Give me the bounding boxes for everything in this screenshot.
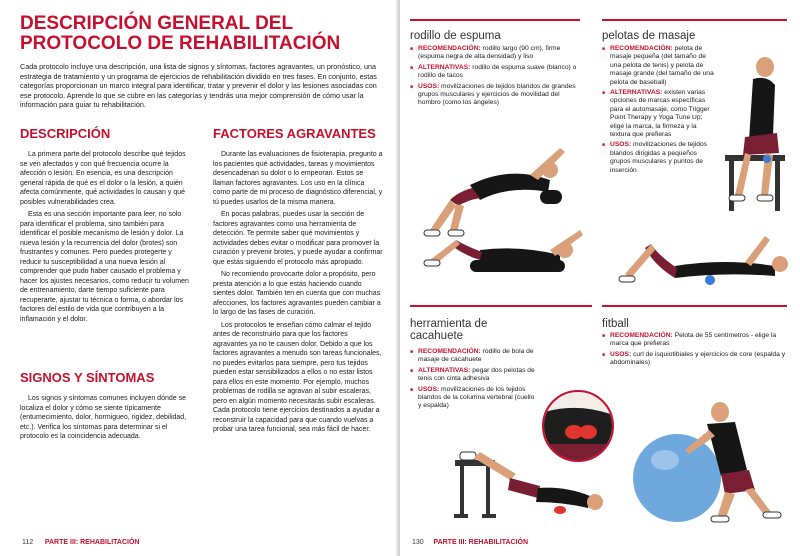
- right-page: [400, 0, 800, 556]
- page-title: DESCRIPCIÓN GENERAL DEL PROTOCOLO DE REHABILITACIÓN: [20, 13, 341, 54]
- list-item: ■ RECOMENDACIÓN: rodillo de bola de masaje de cacahuete: [410, 348, 535, 365]
- signos-body: [20, 394, 192, 445]
- running-footer: PARTE III: REHABILITACIÓN: [433, 539, 529, 546]
- signos-p1: Los signos y síntomas comunes incluyen dónde se localiza el dolor y cómo se siente típicamente (entumecimiento, dolor, hormigueo, rigidez, debilidad, etc.). Verifica los síntomas para determinar si el protocolo es la coincidencia adecuada.: [20, 395, 187, 440]
- list-item: ■ USOS: movilizaciones de tejidos blandos de grandes grupos musculares y ejercicios de movilidad del hombro (como los ángeles): [410, 83, 580, 108]
- list-item: ■ RECOMENDACIÓN: Pelota de 55 centímetros - elige la marca que prefieras: [602, 332, 792, 349]
- folio-left: [22, 539, 139, 546]
- list-item: ■ USOS: movilizaciones de tejidos blandos dirigidas a pequeños grupos musculares y puntos de inserción: [602, 141, 714, 175]
- descripcion-p2: Esta es una sección importante para leer, no solo para identificar el problema, sino también para identificar el posible mecanismo de lesión y dolor. La nueva lesión y la recurrencia del dolor (brotes) son frustrantes y comunes. Pero puedes protegerte y reducir tu susceptibilidad a una nueva lesión al comprender qué pudo haber causado el problema y hacer los ajustes necesarios, como reducir tu volumen de entrenamiento, darte tiempo suficiente para recuperarte, ajustar tu técnica o forma, o abordar los factores del estilo de vida que contribuyen a la inflamación y el dolor.: [20, 211, 189, 323]
- descripcion-body: [20, 150, 192, 327]
- fitball-photo: [625, 390, 795, 525]
- list-item: ■ USOS: curl de isquiotibiales y ejercicios de core (espalda y abdominales): [602, 351, 792, 368]
- heading-pelotas: pelotas de masaje: [602, 30, 696, 42]
- list-item: ■ USOS: movilizaciones de los tejidos blandos de la columna vertebral (cuello y espalda): [410, 386, 535, 411]
- heading-descripcion: DESCRIPCIÓN: [20, 126, 111, 141]
- section-rule: [410, 305, 592, 307]
- list-item: ■ ALTERNATIVAS: rodillo de espuma suave (blanco) o rodillo de tacos: [410, 64, 580, 81]
- massage-ball-lying-photo: [615, 226, 795, 291]
- intro-paragraph: Cada protocolo incluye una descripción, una lista de signos y síntomas, factores agravantes, un pronóstico, una estrategia de tratamiento y un programa de ejercicios de rehabilitación dividido en tres fases. En conjunto, estas categorías proporcionan un marco integral para identificar, tratar y prevenir el dolor y las lesiones asociadas con ese protocolo. Aprende lo que se cubre en las categorías y tendrás una mejor comprensión de cómo usar la información para guiar tu rehabilitación.: [20, 62, 377, 110]
- folio-right: [412, 539, 528, 546]
- heading-factores: FACTORES AGRAVANTES: [213, 126, 376, 141]
- foam-roller-photo: [410, 130, 585, 285]
- heading-signos: SIGNOS Y SÍNTOMAS: [20, 370, 155, 385]
- heading-herramienta: [410, 318, 487, 342]
- fitball-list: [602, 332, 792, 370]
- list-item: ■ ALTERNATIVAS: existen varias opciones de marcas específicas para el automasaje, como Trigger Point Therapy y Yoga Tune Up; elige la marca, la firmeza y la textura que prefieras: [602, 89, 714, 139]
- heading-rodillo: rodillo de espuma: [410, 30, 501, 42]
- pelotas-list: [602, 45, 714, 177]
- factores-p3: No recomiendo provocarte dolor a propósito, pero presta atención a lo que estás haciendo cuando sientes dolor. También ten en cuenta que con muchas afecciones, los factores agravantes pueden cambiar a lo largo de las fases de curación.: [213, 271, 381, 316]
- factores-p1: Durante las evaluaciones de fisioterapia, pregunto a los pacientes qué actividades, tareas y movimientos desencadenan su dolor o lo empeoran. Estos se llaman factores agravantes. Los uso en la clínica como parte de mi proceso de diagnóstico diferencial, y tú puedes usarlos de la misma manera.: [213, 151, 383, 206]
- section-rule: [410, 19, 580, 21]
- list-item: ■ RECOMENDACIÓN: rodillo largo (90 cm), firme (espuma negra de alta densidad) y liso: [410, 45, 580, 62]
- herramienta-list: [410, 348, 535, 413]
- factores-p2: En pocas palabras, puedes usar la sección de factores agravantes como una herramienta de detección. Te permite saber qué movimientos y actividades debes evitar o modificar para promover la curación y prevenir brotes, y puede ayudar a confirmar que estás siguiendo el protocolo más apropiado.: [213, 211, 383, 266]
- descripcion-p1: La primera parte del protocolo describe qué tejidos se ven afectados y con qué frecuencia ocurre la afección o lesión. En esencia, es una descripción general rápida de qué es el dolor o la lesión, a quién afecta comúnmente, qué actividades lo causan y qué posibles vulnerabilidades crea.: [20, 151, 186, 206]
- factores-body: [213, 150, 383, 438]
- section-rule: [602, 19, 787, 21]
- rodillo-list: [410, 45, 580, 110]
- running-footer: PARTE III: REHABILITACIÓN: [44, 539, 140, 546]
- factores-p4: Los protocolos te enseñan cómo calmar el tejido antes de reconstruirlo para que los factores agravantes ya no te causen dolor. Debido a que los factores agravantes a menudo son tareas funcionales, no puedes evitarlos para siempre, pero tus tejidos pueden estar sensibilizados a ellos o no estar listos para ellos en este momento. Por ejemplo, muchos problemas de rodilla se agravan al subir escaleras, pero en algún momento necesitarás subir escaleras. Cada protocolo tiene ejercicios destinados a ayudar a reconstruir la capacidad para que cuando vuelvas a probar una tarea funcional, sea más fácil de hacer.: [213, 321, 382, 433]
- heading-herramienta-line2: cacahuete: [410, 330, 464, 342]
- page-number: 130: [412, 539, 424, 546]
- list-item: ■ RECOMENDACIÓN: pelota de masaje pequeña (del tamaño de una pelota de tenis) y pelota de masaje grande (del tamaño de una pelota de baseball): [602, 45, 714, 87]
- peanut-tool-photo: [450, 430, 610, 525]
- heading-herramienta-line1: herramienta de: [410, 318, 488, 330]
- page-number: 112: [22, 539, 34, 546]
- list-item: ■ ALTERNATIVAS: pegar dos pelotas de tenis con cinta adhesiva: [410, 367, 535, 384]
- massage-ball-seated-photo: [715, 45, 795, 225]
- heading-fitball: fitball: [602, 318, 629, 330]
- section-rule: [602, 305, 787, 307]
